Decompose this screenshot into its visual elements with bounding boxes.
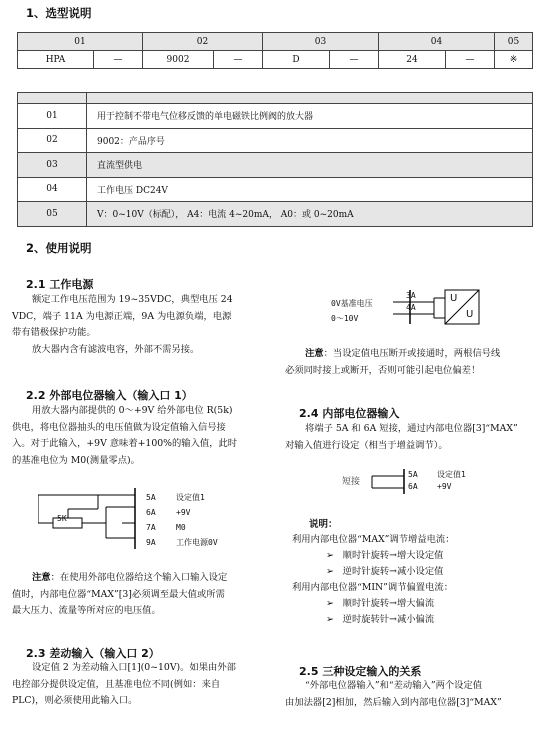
list-item: 逆时针旋转→减小设定值 <box>342 566 444 577</box>
pot-signal-labels <box>176 490 218 550</box>
code-cell: HPA <box>18 51 94 69</box>
max-intro: 利用内部电位器“MAX”调节增益电流： <box>292 534 455 545</box>
text-line: ：当设定值电压断开或接通时，两根信号线 <box>323 348 501 359</box>
section-title-usage: 2、使用说明 <box>26 241 92 255</box>
explain-list <box>288 532 550 628</box>
short-circuit-diagram <box>368 466 408 496</box>
terminal-label: 7A <box>146 523 156 532</box>
desc-code: 02 <box>18 128 87 153</box>
pot-terminals <box>146 490 156 550</box>
explain-colon: ： <box>328 519 338 530</box>
short-circuit-label: 短接 <box>342 477 361 487</box>
code-cell: ※ <box>495 51 533 69</box>
selection-code-table <box>17 32 533 69</box>
label-0-10v: 0～10V <box>331 314 359 323</box>
box-symbol-u: U <box>466 309 474 320</box>
desc-code <box>18 93 87 104</box>
note-differential <box>285 346 547 379</box>
paragraph-2-3 <box>12 660 274 710</box>
signal-label: 工作电源0V <box>176 538 218 547</box>
heading-2-4: 2.4 内部电位器输入 <box>299 407 400 420</box>
code-header-03: 03 <box>263 33 379 51</box>
heading-2-1: 2.1 工作电源 <box>26 278 94 291</box>
text-line: ：在使用外部电位器给这个输入口输入设定 <box>50 572 228 583</box>
note-label: 注意 <box>305 348 324 359</box>
text-line: 由加法器[2]相加，然后输入到内部电位器[3]“MAX” <box>285 696 502 708</box>
paragraph-2-5 <box>285 678 547 711</box>
desc-code: 05 <box>18 202 87 227</box>
resistor-value: 5K <box>57 514 67 523</box>
bullet-icon: ➢ <box>326 614 334 625</box>
code-cell: D <box>263 51 330 69</box>
paragraph-2-4 <box>285 421 547 454</box>
paragraph-2-1 <box>12 292 274 358</box>
terminal-label: 5A <box>408 470 418 479</box>
text-line: 入。对于此输入，+9V 意味着+100%的输入值，此时 <box>12 438 238 449</box>
code-cell: 24 <box>379 51 446 69</box>
internal-signal-labels <box>437 469 466 493</box>
label-0v-reference: 0V基准电压 <box>331 299 373 308</box>
heading-2-5: 2.5 三种设定输入的关系 <box>299 665 422 678</box>
text-line: 将端子 5A 和 6A 短接，通过内部电位器[3]“MAX” <box>305 423 518 434</box>
desc-text: 9002：产品序号 <box>87 128 533 153</box>
terminal-label: 3A <box>406 291 416 300</box>
code-separator: — <box>330 51 379 69</box>
signal-label: 设定值1 <box>437 470 466 479</box>
code-header-01: 01 <box>18 33 143 51</box>
desc-code: 01 <box>18 104 87 129</box>
text-line: 用放大器内部提供的 0～+9V 给外部电位 R(5k) <box>32 405 233 416</box>
signal-label: +9V <box>176 508 191 517</box>
text-line: 对输入值进行设定（相当于增益调节）。 <box>285 439 448 451</box>
bullet-icon: ➢ <box>326 550 334 561</box>
text-line: 额定工作电压范围为 19~35VDC，典型电压 24 <box>32 294 233 305</box>
desc-text: V：0~10V（标配）， A4：电流 4~20mA， A0：或 0~20mA <box>87 202 533 227</box>
code-header-02: 02 <box>143 33 263 51</box>
min-intro: 利用内部电位器“MIN”调节偏置电流： <box>292 582 453 593</box>
code-header-04: 04 <box>379 33 495 51</box>
text-line: 设定值 2 为差动输入口[1](0~10V)。如果由外部 <box>32 662 236 673</box>
desc-text: 工作电压 DC24V <box>87 177 533 202</box>
text-line: 最大压力、流量等所对应的电压值。 <box>12 605 161 616</box>
desc-code: 04 <box>18 177 87 202</box>
text-line: 放大器内含有滤波电容，外部不需另接。 <box>32 343 200 355</box>
terminal-label: 9A <box>146 538 156 547</box>
note-label: 注意 <box>32 572 51 583</box>
list-item: 逆时旋转针→减小偏流 <box>342 614 435 625</box>
code-separator: — <box>214 51 263 69</box>
diff-terminals <box>406 290 416 314</box>
code-cell: 9002 <box>143 51 214 69</box>
terminal-label: 4A <box>406 303 416 312</box>
text-line: 的基准电位为 M0(测量零点)。 <box>12 454 140 466</box>
section-title-selection: 1、选型说明 <box>26 6 92 20</box>
desc-text <box>87 93 533 104</box>
terminal-label: 6A <box>146 508 156 517</box>
heading-2-2: 2.2 外部电位器输入（输入口 1） <box>26 389 193 402</box>
code-description-table <box>17 92 533 227</box>
explain-heading <box>309 516 338 530</box>
paragraph-2-2 <box>12 403 274 469</box>
signal-label: +9V <box>437 482 452 491</box>
diff-input-labels <box>331 296 373 326</box>
text-line: “外部电位器输入”和“差动输入”两个设定值 <box>305 680 483 691</box>
internal-terminals <box>408 469 418 493</box>
text-line: 必须同时接上或断开，否则可能引起电位偏差！ <box>285 364 481 376</box>
list-item: 顺时针旋转→增大偏流 <box>342 598 435 609</box>
code-header-05: 05 <box>495 33 533 51</box>
note-2-2 <box>12 570 274 620</box>
terminal-label: 5A <box>146 493 156 502</box>
text-line: 电控部分提供设定值，且基准电位不同(例如：来自 <box>12 678 221 690</box>
terminal-label: 6A <box>408 482 418 491</box>
text-line: 供电，将电位器抽头的电压值做为设定值输入信号接 <box>12 421 226 433</box>
desc-text: 直流型供电 <box>87 153 533 178</box>
explain-title: 说明 <box>309 519 329 530</box>
desc-text: 用于控制不带电气位移反馈的单电磁铁比例阀的放大器 <box>87 104 533 129</box>
list-item: 顺时针旋转→增大设定值 <box>342 550 444 561</box>
signal-label: M0 <box>176 523 186 532</box>
desc-code: 03 <box>18 153 87 178</box>
box-symbol-u: U <box>450 293 458 304</box>
text-line: VDC，端子 11A 为电源正端，9A 为电源负端，电源 <box>12 310 232 322</box>
bullet-icon: ➢ <box>326 598 334 609</box>
text-line: 带有错极保护功能。 <box>12 327 96 338</box>
code-separator: — <box>94 51 143 69</box>
heading-2-3: 2.3 差动输入（输入口 2） <box>26 647 160 660</box>
text-line: 值时，内部电位器“MAX”[3]必须调至最大值或所需 <box>12 588 225 600</box>
text-line: PLC)，则必须使用此输入口。 <box>12 695 138 706</box>
signal-label: 设定值1 <box>176 493 205 502</box>
bullet-icon: ➢ <box>326 566 334 577</box>
code-separator: — <box>446 51 495 69</box>
